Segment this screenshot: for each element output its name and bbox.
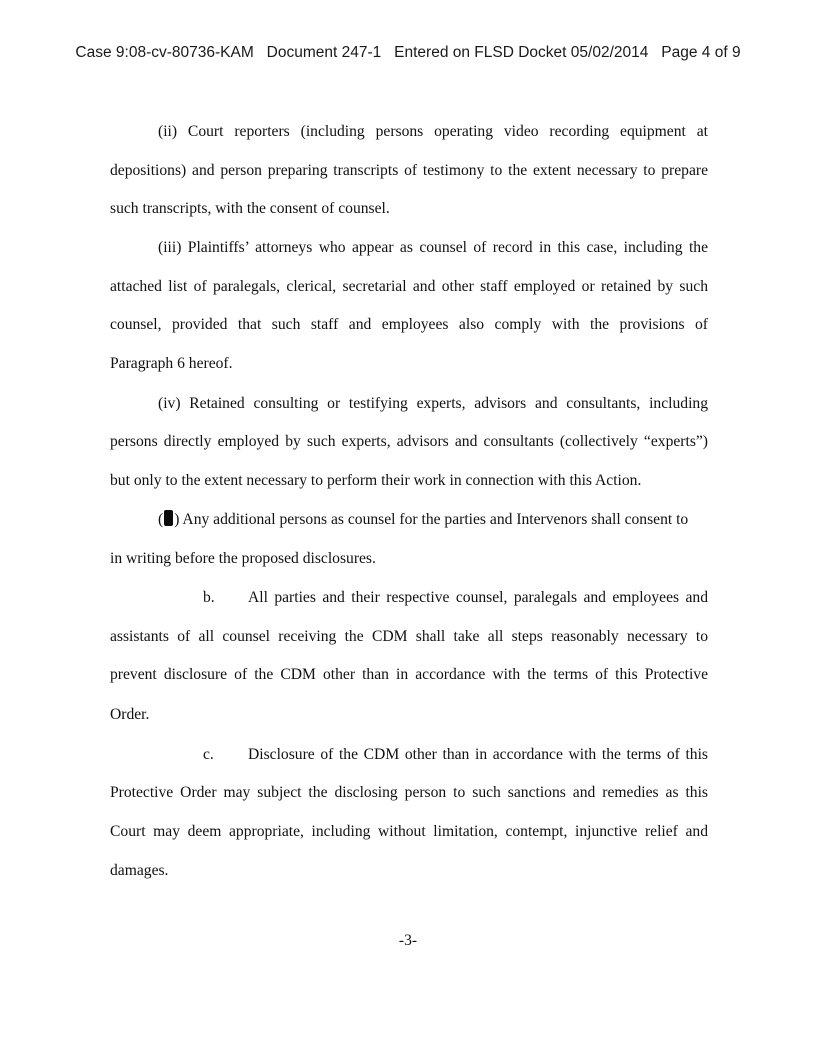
item-iii-line-3: counsel, provided that such staff and employees also comply with the provisions of	[110, 316, 708, 333]
item-iv-line-3: but only to the extent necessary to perform their work in connection with this Action.	[110, 472, 642, 489]
item-redacted-line-2: in writing before the proposed disclosures.	[110, 550, 376, 567]
paragraph-b-line-3: prevent disclosure of the CDM other than in accordance with the terms of this Protective	[110, 666, 708, 683]
item-ii-line-2: depositions) and person preparing transcripts of testimony to the extent necessary to prepare	[110, 162, 708, 179]
paragraph-b-line-2: assistants of all counsel receiving the CDM shall take all steps reasonably necessary to	[110, 628, 708, 645]
paragraph-c-line-3: Court may deem appropriate, including without limitation, contempt, injunctive relief and	[110, 823, 708, 840]
paragraph-c-line-2: Protective Order may subject the disclosing person to such sanctions and remedies as this	[110, 784, 708, 801]
paragraph-c-line-1: Disclosure of the CDM other than in accordance with the terms of this	[248, 746, 708, 763]
page-number: -3-	[398, 932, 418, 949]
redaction-mark	[164, 510, 173, 526]
item-ii-line-3: such transcripts, with the consent of counsel.	[110, 200, 390, 217]
item-iv-line-1: (iv) Retained consulting or testifying experts, advisors and consultants, including	[158, 395, 708, 412]
case-header: Case 9:08-cv-80736-KAM Document 247-1 Entered on FLSD Docket 05/02/2014 Page 4 of 9	[75, 44, 741, 61]
paragraph-b-line-4: Order.	[110, 706, 150, 723]
paragraph-c-label: c.	[203, 746, 214, 763]
paragraph-b-line-1: All parties and their respective counsel, paralegals and employees and	[248, 589, 708, 606]
item-iii-line-2: attached list of paralegals, clerical, secretarial and other staff employed or retained by such	[110, 278, 708, 295]
redacted-open-paren: (	[158, 511, 164, 528]
paragraph-b-label: b.	[203, 589, 215, 606]
item-iv-line-2: persons directly employed by such experts, advisors and consultants (collectively “experts”)	[110, 433, 708, 450]
paragraph-c-line-4: damages.	[110, 862, 169, 879]
item-ii-line-1: (ii) Court reporters (including persons operating video recording equipment at	[158, 123, 708, 140]
item-redacted-line-1	[158, 510, 708, 530]
redacted-item-text: ) Any additional persons as counsel for the parties and Intervenors shall consent to	[174, 511, 689, 528]
item-iii-line-4: Paragraph 6 hereof.	[110, 355, 233, 372]
document-body	[110, 0, 708, 1056]
item-iii-line-1: (iii) Plaintiffs’ attorneys who appear as counsel of record in this case, including the	[158, 239, 708, 256]
